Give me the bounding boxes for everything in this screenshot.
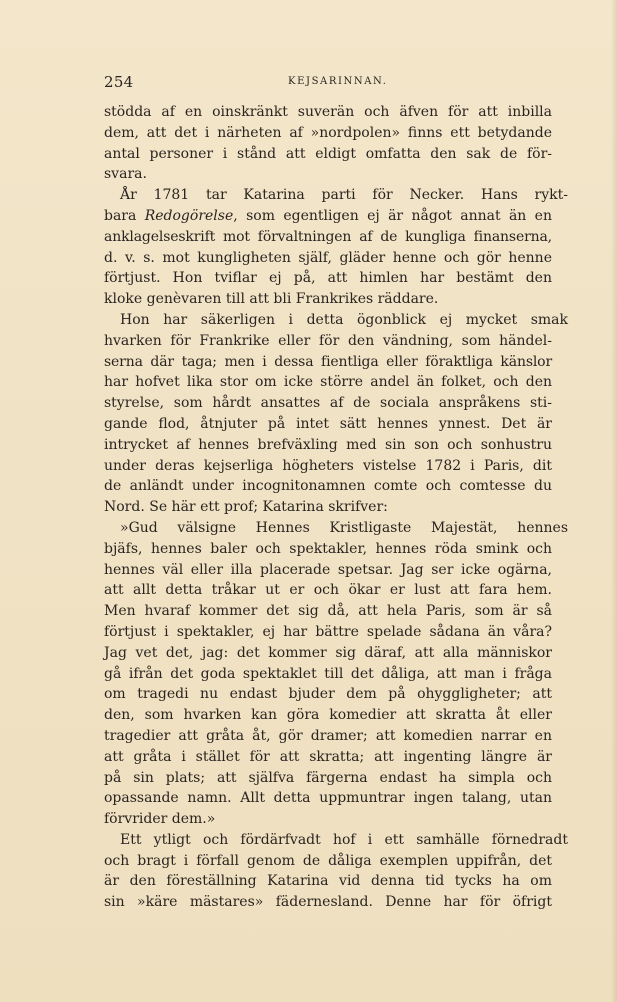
text-line: och bragt i förfall genom de dåliga exemplen uppifrån, det — [104, 852, 552, 869]
body-text — [104, 102, 574, 913]
text-line: de anländt under incognitonamnen comte och comtesse du — [104, 478, 552, 495]
text-line: har hofvet lika stor om icke större andel än folket, och den — [104, 374, 552, 391]
text-line: om tragedi nu endast bjuder dem på ohyggligheter; att — [104, 686, 552, 703]
text-line: tragedier att gråta åt, gör dramer; att komedien narrar en — [104, 727, 552, 744]
text-line: »Gud välsigne Hennes Kristligaste Majestät, hennes — [120, 519, 568, 536]
text-line: Nord. Se här ett prof; Katarina skrifver: — [104, 499, 388, 516]
text-line: bjäfs, hennes baler och spektakler, hennes röda smink och — [104, 540, 552, 557]
running-title: KEJSARINNAN. — [288, 76, 388, 87]
text-line: att gråta i stället för att skratta; att ingenting längre är — [104, 748, 552, 765]
text-line: gande flod, åtnjuter på intet sätt hennes ynnest. Det är — [104, 415, 552, 432]
book-title-italic: Redogörelse — [144, 207, 234, 224]
text-line: intrycket af hennes brefväxling med sin son och sonhustru — [104, 436, 552, 453]
text-line: d. v. s. mot kungligheten själf, gläder henne och gör henne — [104, 249, 552, 266]
text-line: förtjust. Hon tviflar ej på, att himlen har bestämt den — [104, 270, 552, 287]
page-number: 254 — [104, 73, 134, 91]
text-line: År 1781 tar Katarina parti för Necker. Hans rykt- — [120, 187, 568, 204]
text-line: kloke genèvaren till att bli Frankrikes räddare. — [104, 291, 439, 308]
text-line: på sin plats; att själfva färgerna endast ha simpla och — [104, 769, 552, 786]
text-line: opassande namn. Allt detta uppmuntrar ingen talang, utan — [104, 790, 552, 807]
text-line: Ett ytligt och fördärfvadt hof i ett samhälle förnedradt — [120, 831, 568, 848]
text-line: hvarken för Frankrike eller för den vändning, som händel- — [104, 332, 552, 349]
text-line: serna där taga; men i dessa fientliga eller föraktliga känslor — [104, 353, 552, 370]
text-line: den, som hvarken kan göra komedier att skratta åt eller — [104, 707, 552, 724]
text-line: sin »käre mästares» fädernesland. Denne har för öfrigt — [104, 894, 552, 911]
text-line: förvrider dem.» — [104, 811, 216, 828]
text-line: gå ifrån det goda spektaklet till det dåliga, att man i fråga — [104, 665, 552, 682]
text-line: Hon har säkerligen i detta ögonblick ej mycket smak — [120, 311, 568, 328]
text-line: under deras kejserliga högheters vistelse 1782 i Paris, dit — [104, 457, 552, 474]
text-line: Jag vet det, jag: det kommer sig däraf, att alla människor — [104, 644, 552, 661]
text-line: hennes väl eller illa placerade spetsar. Jag ser icke ogärna, — [104, 561, 552, 578]
page-edge-shadow — [611, 0, 617, 1002]
text-line: svara. — [104, 166, 147, 183]
text-line: styrelse, som hårdt ansattes af de sociala anspråkens sti- — [104, 395, 552, 412]
text-line: är den föreställning Katarina vid denna tid tycks ha om — [104, 873, 552, 890]
text-line: dem, att det i närheten af »nordpolen» finns ett betydande — [104, 124, 552, 141]
text-line: bara Redogörelse, som egentligen ej är något annat än en — [104, 207, 552, 224]
text-line: förtjust i spektakler, ej har bättre spelade sådana än våra? — [104, 623, 552, 640]
text-line: att allt detta tråkar ut er och ökar er lust att fara hem. — [104, 582, 552, 599]
text-line: anklagelseskrift mot förvaltningen af de kungliga finanserna, — [104, 228, 552, 245]
text-line: antal personer i stånd att eldigt omfatta den sak de för- — [104, 145, 552, 162]
page-header — [104, 73, 544, 93]
text-line: Men hvaraf kommer det sig då, att hela Paris, som är så — [104, 603, 552, 620]
text-line: stödda af en oinskränkt suverän och äfven för att inbilla — [104, 104, 552, 120]
